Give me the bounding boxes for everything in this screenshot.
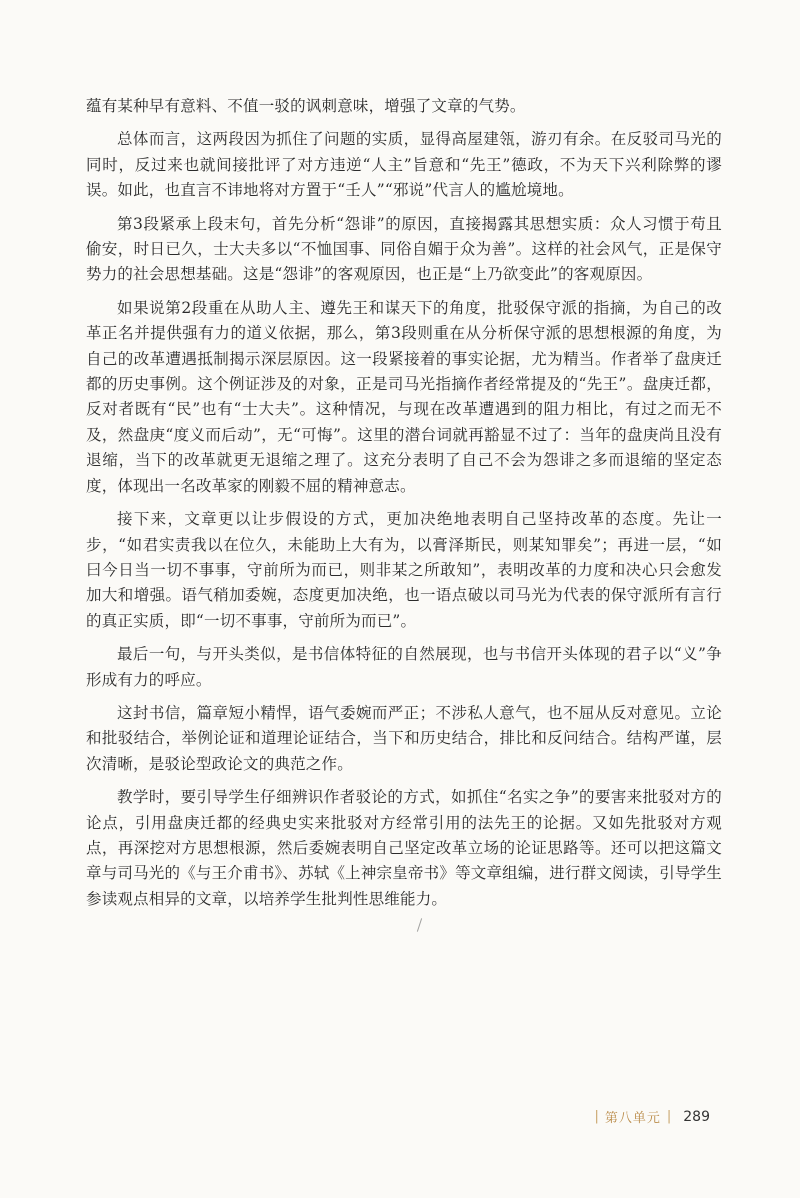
page-footer <box>588 1107 710 1126</box>
paragraph: 蕴有某种早有意料、不值一驳的讽刺意味，增强了文章的气势。 <box>86 97 526 115</box>
footer-divider-right: | <box>666 1109 672 1124</box>
page-body <box>86 94 722 920</box>
paragraph: 接下来，文章更以让步假设的方式，更加决绝地表明自己坚持改革的态度。先让一步，“如君实责我以在位久，未能助上大有为，以膏泽斯民，则某知罪矣”；再进一层，“如曰今日当一切不事事，守前所为而已，则非某之所敢知”，表明改革的力度和决心只会愈发加大和增强。语气稍加委婉，态度更加决绝，也一语点破以司马光为代表的保守派所有言行的真正实质，即“一切不事事，守前所为而已”。 <box>86 510 722 630</box>
paragraph: 第3段紧承上段末句，首先分析“怨诽”的原因，直接揭露其思想实质：众人习惯于苟且偷安，时日已久，士大夫多以“不恤国事、同俗自媚于众为善”。这样的社会风气，正是保守势力的社会思想基础。这是“怨诽”的客观原因，也正是“上乃欲变此”的客观原因。 <box>86 214 722 284</box>
unit-label: 第八单元 <box>604 1111 661 1126</box>
paragraph: 如果说第2段重在从助人主、遵先王和谋天下的角度，批驳保守派的指摘，为自己的改革正名并提供强有力的道义依据，那么，第3段则重在从分析保守派的思想根源的角度，为自己的改革遭遇抵制揭示深层原因。这一段紧接着的事实论据，尤为精当。作者举了盘庚迁都的历史事例。这个例证涉及的对象，正是司马光指摘作者经常提及的“先王”。盘庚迁都，反对者既有“民”也有“士大夫”。这种情况，与现在改革遭遇到的阻力相比，有过之而无不及，然盘庚“度义而后动”，无“可悔”。这里的潜台词就再豁显不过了：当年的盘庚尚且没有退缩，当下的改革就更无退缩之理了。这充分表明了自己不会为怨诽之多而退缩的坚定态度，体现出一名改革家的刚毅不屈的精神意志。 <box>86 298 722 495</box>
paragraph: 教学时，要引导学生仔细辨识作者驳论的方式，如抓住“名实之争”的要害来批驳对方的论点，引用盘庚迁都的经典史实来批驳对方经常引用的法先王的论据。又如先批驳对方观点，再深挖对方思想根源，然后委婉表明自己坚定改革立场的论证思路等。还可以把这篇文章与司马光的《与王介甫书》、苏轼《上神宗皇帝书》等文章组编，进行群文阅读，引导学生参读观点相异的文章，以培养学生批判性思维能力。 <box>86 788 722 908</box>
stray-pen-mark <box>417 918 422 932</box>
paragraph: 总体而言，这两段因为抓住了问题的实质，显得高屋建瓴，游刃有余。在反驳司马光的同时，反过来也就间接批评了对方违逆“人主”旨意和“先王”德政，不为天下兴利除弊的谬误。如此，也直言不讳地将对方置于“壬人”“邪说”代言人的尴尬境地。 <box>86 130 722 200</box>
paragraph: 这封书信，篇章短小精悍，语气委婉而严正；不涉私人意气，也不屈从反对意见。立论和批驳结合，举例论证和道理论证结合，当下和历史结合，排比和反问结合。结构严谨，层次清晰，是驳论型政论文的典范之作。 <box>86 703 722 773</box>
footer-divider-left: | <box>594 1109 599 1124</box>
page-number: 289 <box>683 1108 710 1125</box>
paragraph: 最后一句，与开头类似，是书信体特征的自然展现，也与书信开头体现的君子以“义”争形成有力的呼应。 <box>86 645 722 689</box>
